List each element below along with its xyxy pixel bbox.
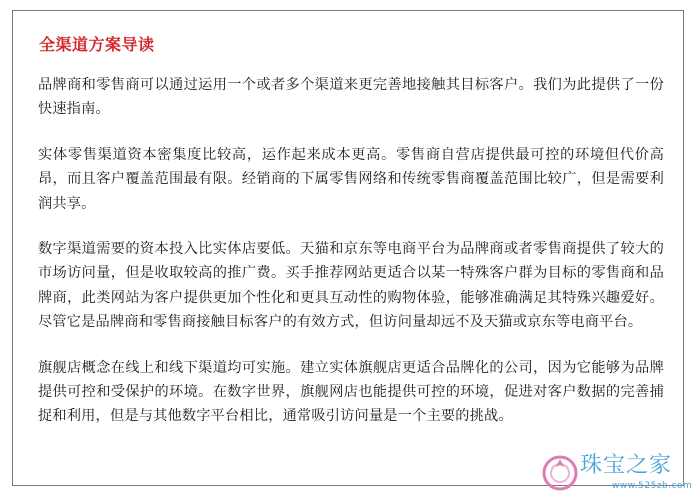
site-watermark [540, 451, 693, 495]
paragraph-digital-channels: 数字渠道需要的资本投入比实体店要低。天猫和京东等电商平台为品牌商或者零售商提供了较大的市场访问量，但是收取较高的推广费。买手推荐网站更适合以某一特殊客户群为目标的零售商和品牌商，此类网站为客户提供更加个性化和更具互动性的购物体验，能够准确满足其特殊兴趣爱好。尽管它是品牌商和零售商接触目标客户的有效方式，但访问量却远不及天猫或京东等电商平台。 [38, 241, 664, 331]
watermark-url: www.525zb.com [612, 481, 693, 491]
paragraph-physical-retail: 实体零售渠道资本密集度比较高，运作起来成本更高。零售商自营店提供最可控的环境但代价高昂，而且客户覆盖范围最有限。经销商的下属零售网络和传统零售商覆盖范围比较广，但是需要利润共享。 [38, 146, 664, 212]
document-body [38, 73, 664, 450]
watermark-title: 珠宝之家 [580, 453, 673, 478]
section-heading: 全渠道方案导读 [39, 35, 155, 54]
jewel-logo-icon [540, 453, 580, 493]
paragraph-flagship-store: 旗舰店概念在线上和线下渠道均可实施。建立实体旗舰店更适合品牌化的公司，因为它能够为品牌提供可控和受保护的环境。在数字世界，旗舰网店也能提供可控的环境，促进对客户数据的完善捕捉和利用，但是与其他数字平台相比，通常吸引访问量是一个主要的挑战。 [38, 359, 664, 425]
paragraph-intro: 品牌商和零售商可以通过运用一个或者多个渠道来更完善地接触其目标客户。我们为此提供了一份快速指南。 [38, 77, 664, 118]
document-frame [12, 10, 684, 486]
